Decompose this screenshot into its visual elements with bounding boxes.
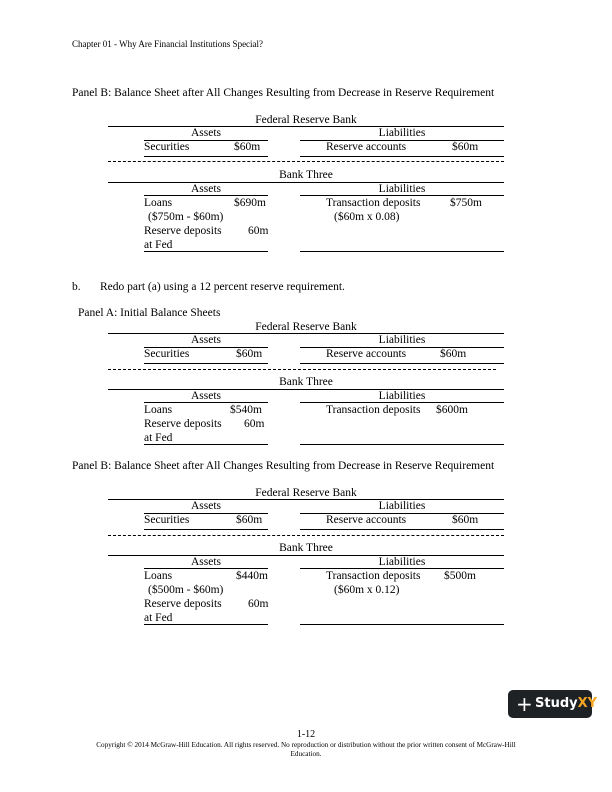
liabilities-heading: Liabilities: [378, 390, 426, 402]
copyright-line-2: Education.: [290, 750, 322, 758]
part-letter: b.: [72, 281, 81, 293]
divider: [144, 195, 268, 196]
divider: [300, 624, 504, 625]
liabilities-heading: Liabilities: [378, 334, 426, 346]
transaction-deposits-value: $750m: [450, 197, 482, 209]
transaction-deposits-value: $500m: [444, 570, 476, 582]
dashed-separator: [108, 369, 496, 370]
loans-calculation: ($750m - $60m): [148, 211, 224, 223]
bank-title: Bank Three: [279, 542, 333, 554]
assets-heading: Assets: [190, 183, 222, 195]
reserve-deposits-label: Reserve deposits: [144, 418, 222, 430]
liabilities-heading: Liabilities: [378, 127, 426, 139]
transaction-deposits-value: $600m: [436, 404, 468, 416]
loans-label: Loans: [144, 197, 173, 209]
divider: [300, 251, 504, 252]
part-text: Redo part (a) using a 12 percent reserve requirement.: [100, 281, 345, 293]
assets-heading: Assets: [190, 390, 222, 402]
loans-calculation: ($500m - $60m): [148, 584, 224, 596]
divider: [144, 402, 268, 403]
assets-heading: Assets: [190, 334, 222, 346]
divider: [144, 568, 268, 569]
bank-title: Bank Three: [279, 376, 333, 388]
assets-heading: Assets: [190, 127, 222, 139]
transaction-calculation: ($60m x 0.08): [334, 211, 400, 223]
fed-title: Federal Reserve Bank: [255, 321, 357, 333]
divider: [144, 363, 268, 364]
page-number: 1-12: [296, 729, 316, 740]
securities-label: Securities: [144, 348, 190, 360]
divider: [108, 182, 504, 183]
divider: [300, 444, 504, 445]
divider: [108, 389, 504, 390]
reserve-accounts-label: Reserve accounts: [326, 348, 407, 360]
reserve-deposits-label: Reserve deposits: [144, 598, 222, 610]
loans-value: $440m: [236, 570, 268, 582]
panel-title: Panel B: Balance Sheet after All Changes Resulting from Decrease in Reserve Requirement: [72, 460, 495, 472]
divider: [108, 126, 504, 127]
divider: [144, 251, 268, 252]
reserve-accounts-value: $60m: [440, 348, 467, 360]
reserve-deposits-value: 60m: [248, 225, 269, 237]
reserve-deposits-label-2: at Fed: [144, 432, 173, 444]
reserve-deposits-value: 60m: [244, 418, 265, 430]
divider: [108, 555, 504, 556]
chapter-header: Chapter 01 - Why Are Financial Institutions Special?: [72, 39, 264, 49]
logo-text: [535, 697, 597, 710]
securities-value: $60m: [234, 141, 261, 153]
securities-value: $60m: [236, 514, 263, 526]
liabilities-heading: Liabilities: [378, 183, 426, 195]
logo-text-accent: XY: [577, 696, 598, 711]
divider: [300, 568, 504, 569]
securities-label: Securities: [144, 514, 190, 526]
reserve-deposits-label-2: at Fed: [144, 612, 173, 624]
divider: [108, 499, 504, 500]
divider: [144, 444, 268, 445]
divider: [144, 624, 268, 625]
reserve-deposits-value: 60m: [248, 598, 269, 610]
transaction-deposits-label: Transaction deposits: [326, 404, 421, 416]
copyright-line-1: Copyright © 2014 McGraw-Hill Education. All rights reserved. No reproduction or distribution without the prior written consent of McGraw-Hill: [96, 741, 516, 749]
fed-title: Federal Reserve Bank: [255, 487, 357, 499]
divider: [300, 363, 504, 364]
panel-title: Panel A: Initial Balance Sheets: [78, 307, 221, 319]
divider: [300, 529, 504, 530]
dashed-separator: [108, 535, 504, 536]
divider: [144, 156, 268, 157]
dashed-separator: [108, 161, 504, 162]
liabilities-heading: Liabilities: [378, 500, 426, 512]
loans-label: Loans: [144, 570, 173, 582]
transaction-calculation: ($60m x 0.12): [334, 584, 400, 596]
bank-title: Bank Three: [279, 169, 333, 181]
reserve-accounts-value: $60m: [452, 514, 479, 526]
reserve-accounts-label: Reserve accounts: [326, 514, 407, 526]
reserve-deposits-label: Reserve deposits: [144, 225, 222, 237]
reserve-deposits-label-2: at Fed: [144, 239, 173, 251]
transaction-deposits-label: Transaction deposits: [326, 197, 421, 209]
fed-title: Federal Reserve Bank: [255, 114, 357, 126]
securities-value: $60m: [236, 348, 263, 360]
divider: [300, 156, 504, 157]
reserve-accounts-value: $60m: [452, 141, 479, 153]
divider: [144, 529, 268, 530]
divider: [300, 195, 504, 196]
loans-value: $690m: [234, 197, 266, 209]
logo-text-main: Study: [535, 696, 578, 711]
liabilities-heading: Liabilities: [378, 556, 426, 568]
panel-title: Panel B: Balance Sheet after All Changes Resulting from Decrease in Reserve Requirement: [72, 87, 495, 99]
assets-heading: Assets: [190, 556, 222, 568]
reserve-accounts-label: Reserve accounts: [326, 141, 407, 153]
plus-icon: +: [516, 692, 533, 716]
loans-label: Loans: [144, 404, 173, 416]
assets-heading: Assets: [190, 500, 222, 512]
divider: [300, 402, 504, 403]
transaction-deposits-label: Transaction deposits: [326, 570, 421, 582]
loans-value: $540m: [230, 404, 262, 416]
securities-label: Securities: [144, 141, 190, 153]
divider: [108, 333, 504, 334]
studyxy-logo-badge[interactable]: [508, 690, 598, 718]
